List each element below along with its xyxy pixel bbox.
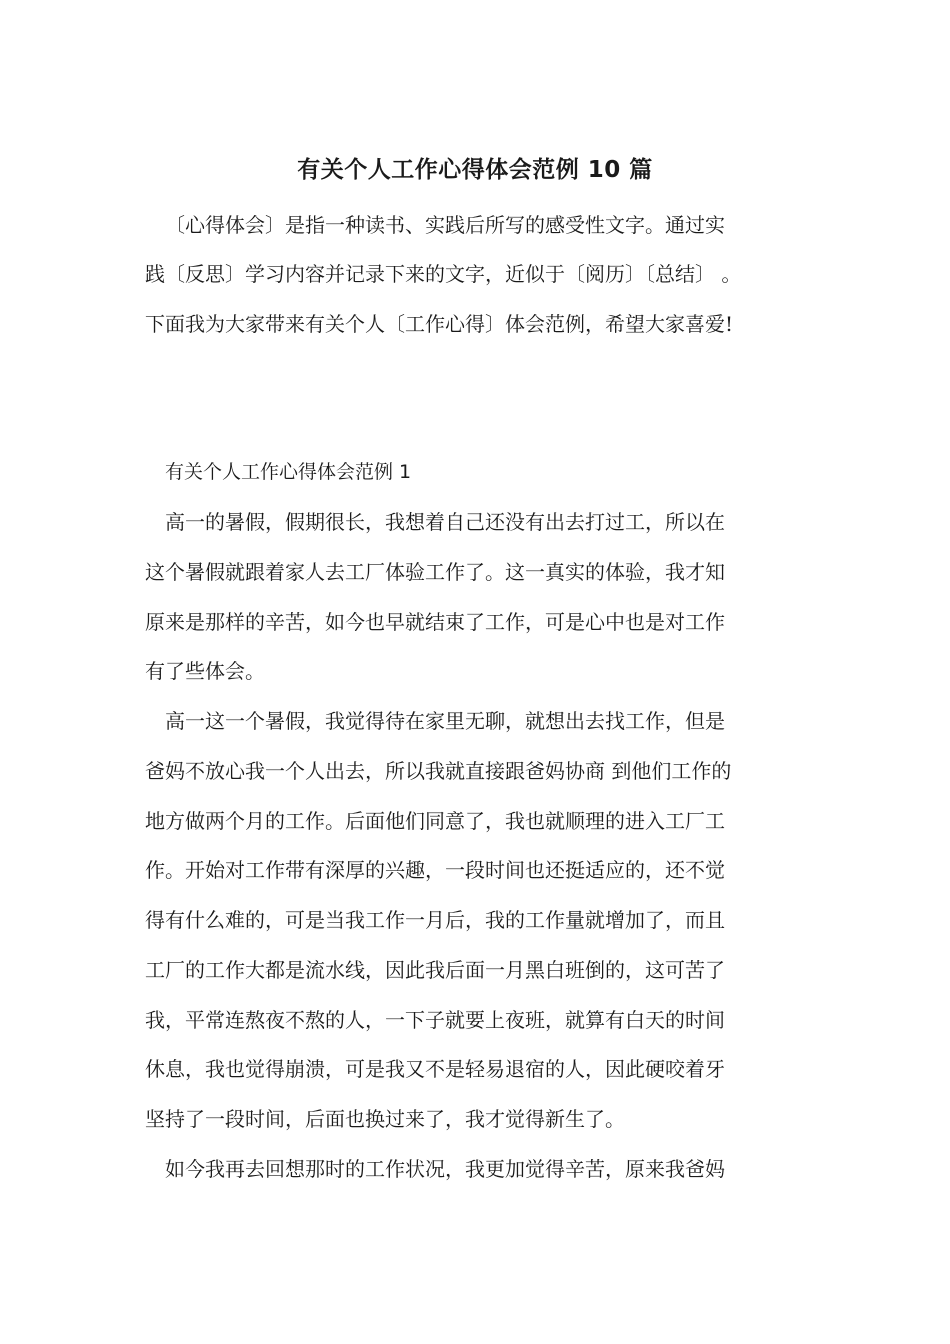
paragraph2-line-5: 得有什么难的，可是当我工作一月后，我的工作量就增加了，而且 bbox=[145, 908, 725, 932]
paragraph2-line-8: 休息，我也觉得崩溃，可是我又不是轻易退宿的人，因此硬咬着牙 bbox=[145, 1057, 725, 1081]
paragraph2-line-2: 爸妈不放心我一个人出去，所以我就直接跟爸妈协商 到他们工作的 bbox=[145, 759, 732, 783]
paragraph2-line-3: 地方做两个月的工作。后面他们同意了，我也就顺理的进入工厂工 bbox=[145, 809, 725, 833]
paragraph1-line-4: 有了些体会。 bbox=[145, 659, 265, 683]
paragraph1-line-3: 原来是那样的辛苦，如今也早就结束了工作，可是心中也是对工作 bbox=[145, 610, 725, 634]
paragraph2-line-9: 坚持了一段时间，后面也换过来了，我才觉得新生了。 bbox=[145, 1107, 625, 1131]
paragraph3-line-1: 如今我再去回想那时的工作状况，我更加觉得辛苦，原来我爸妈 bbox=[165, 1157, 725, 1181]
paragraph2-line-6: 工厂的工作大都是流水线，因此我后面一月黑白班倒的，这可苦了 bbox=[145, 958, 725, 982]
section-heading: 有关个人工作心得体会范例 1 bbox=[165, 461, 412, 483]
intro-line-3: 下面我为大家带来有关个人〔工作心得〕体会范例，希望大家喜爱! bbox=[145, 312, 734, 336]
paragraph1-line-1: 高一的暑假，假期很长，我想着自己还没有出去打过工，所以在 bbox=[165, 510, 725, 534]
paragraph1-line-2: 这个暑假就跟着家人去工厂体验工作了。这一真实的体验，我才知 bbox=[145, 560, 725, 584]
intro-line-1: 〔心得体会〕是指一种读书、实践后所写的感受性文字。通过实 bbox=[165, 213, 725, 237]
paragraph2-line-1: 高一这一个暑假，我觉得待在家里无聊，就想出去找工作，但是 bbox=[165, 709, 725, 733]
intro-line-2: 践〔反思〕学习内容并记录下来的文字，近似于〔阅历〕〔总结〕 。 bbox=[145, 262, 742, 286]
paragraph2-line-4: 作。开始对工作带有深厚的兴趣，一段时间也还挺适应的，还不觉 bbox=[145, 858, 725, 882]
paragraph2-line-7: 我，平常连熬夜不熬的人，一下子就要上夜班，就算有白天的时间 bbox=[145, 1008, 725, 1032]
document-title: 有关个人工作心得体会范例 10 篇 bbox=[297, 157, 653, 183]
